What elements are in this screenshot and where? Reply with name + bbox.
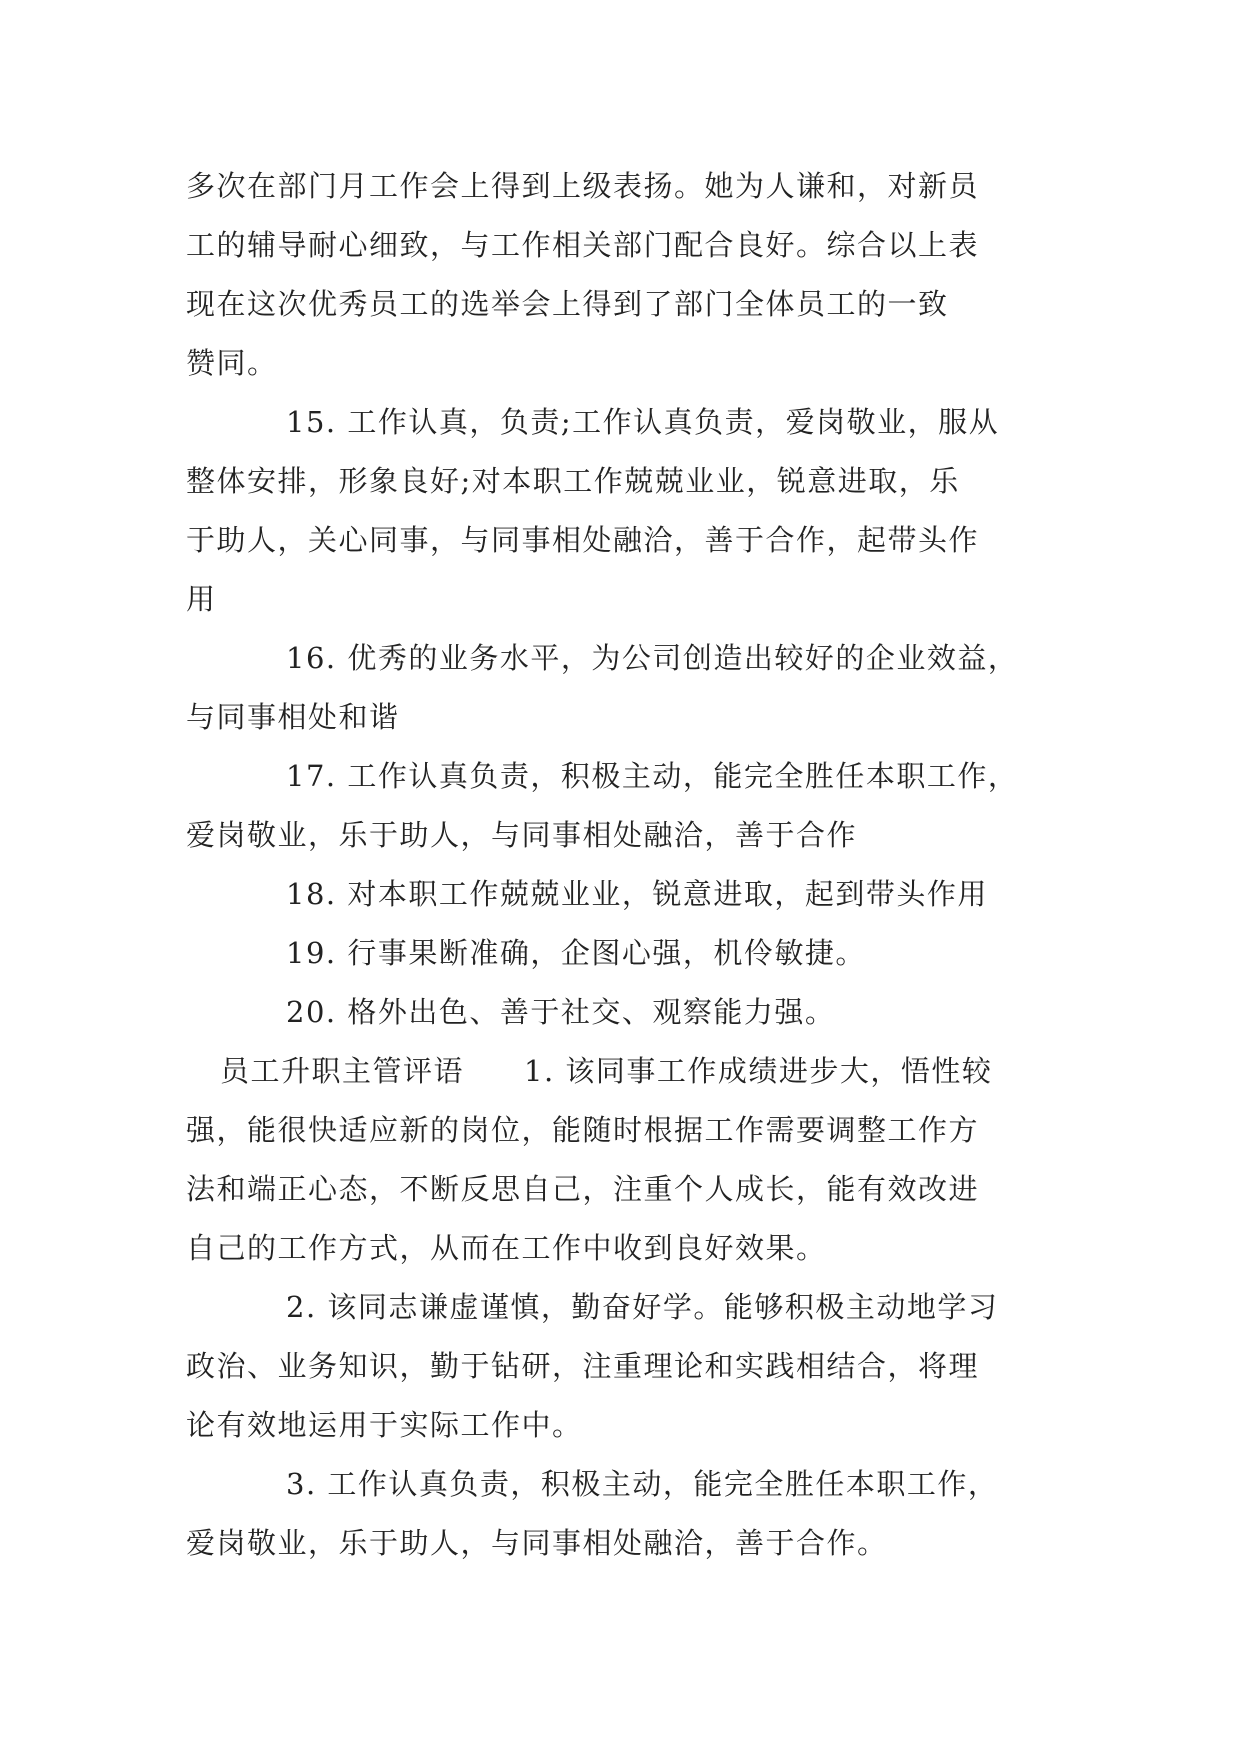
text-line: 工的辅导耐心细致，与工作相关部门配合良好。综合以上表	[186, 228, 980, 262]
item-2-line: 2. 该同志谦虚谨慎，勤奋好学。能够积极主动地学习	[286, 1290, 999, 1324]
section-heading-line	[186, 1042, 1052, 1101]
text-line: 法和端正心态，不断反思自己，注重个人成长，能有效改进	[186, 1172, 980, 1206]
text-line: 用	[186, 582, 217, 616]
item-19-line: 19. 行事果断准确，企图心强，机伶敏捷。	[286, 936, 866, 970]
text-line: 政治、业务知识，勤于钻研，注重理论和实践相结合，将理	[186, 1349, 980, 1383]
section-heading: 员工升职主管评语	[220, 1054, 465, 1088]
document-body	[186, 157, 1052, 1573]
text-line: 于助人，关心同事，与同事相处融洽，善于合作，起带头作	[186, 523, 980, 557]
item-15-line: 15. 工作认真，负责;工作认真负责，爱岗敬业，服从	[286, 405, 1000, 439]
text-line: 赞同。	[186, 346, 278, 380]
text-line: 整体安排，形象良好;对本职工作兢兢业业，锐意进取，乐	[186, 464, 960, 498]
text-line: 多次在部门月工作会上得到上级表扬。她为人谦和，对新员	[186, 169, 980, 203]
item-3-line: 3. 工作认真负责，积极主动，能完全胜任本职工作，	[286, 1467, 999, 1501]
text-line: 爱岗敬业，乐于助人，与同事相处融洽，善于合作	[186, 818, 858, 852]
item-17-line: 17. 工作认真负责，积极主动，能完全胜任本职工作，	[286, 759, 1019, 793]
text-line: 论有效地运用于实际工作中。	[186, 1408, 583, 1442]
text-line: 爱岗敬业，乐于助人，与同事相处融洽，善于合作。	[186, 1526, 888, 1560]
text-line: 强，能很快适应新的岗位，能随时根据工作需要调整工作方	[186, 1113, 980, 1147]
item-20-line: 20. 格外出色、善于社交、观察能力强。	[286, 995, 836, 1029]
item-16-line: 16. 优秀的业务水平，为公司创造出较好的企业效益，	[286, 641, 1019, 675]
text-line: 现在这次优秀员工的选举会上得到了部门全体员工的一致	[186, 287, 949, 321]
text-line: 与同事相处和谐	[186, 700, 400, 734]
item-18-line: 18. 对本职工作兢兢业业，锐意进取，起到带头作用	[286, 877, 988, 911]
item-1-start: 1. 该同事工作成绩进步大，悟性较	[524, 1054, 993, 1088]
text-line: 自己的工作方式，从而在工作中收到良好效果。	[186, 1231, 827, 1265]
